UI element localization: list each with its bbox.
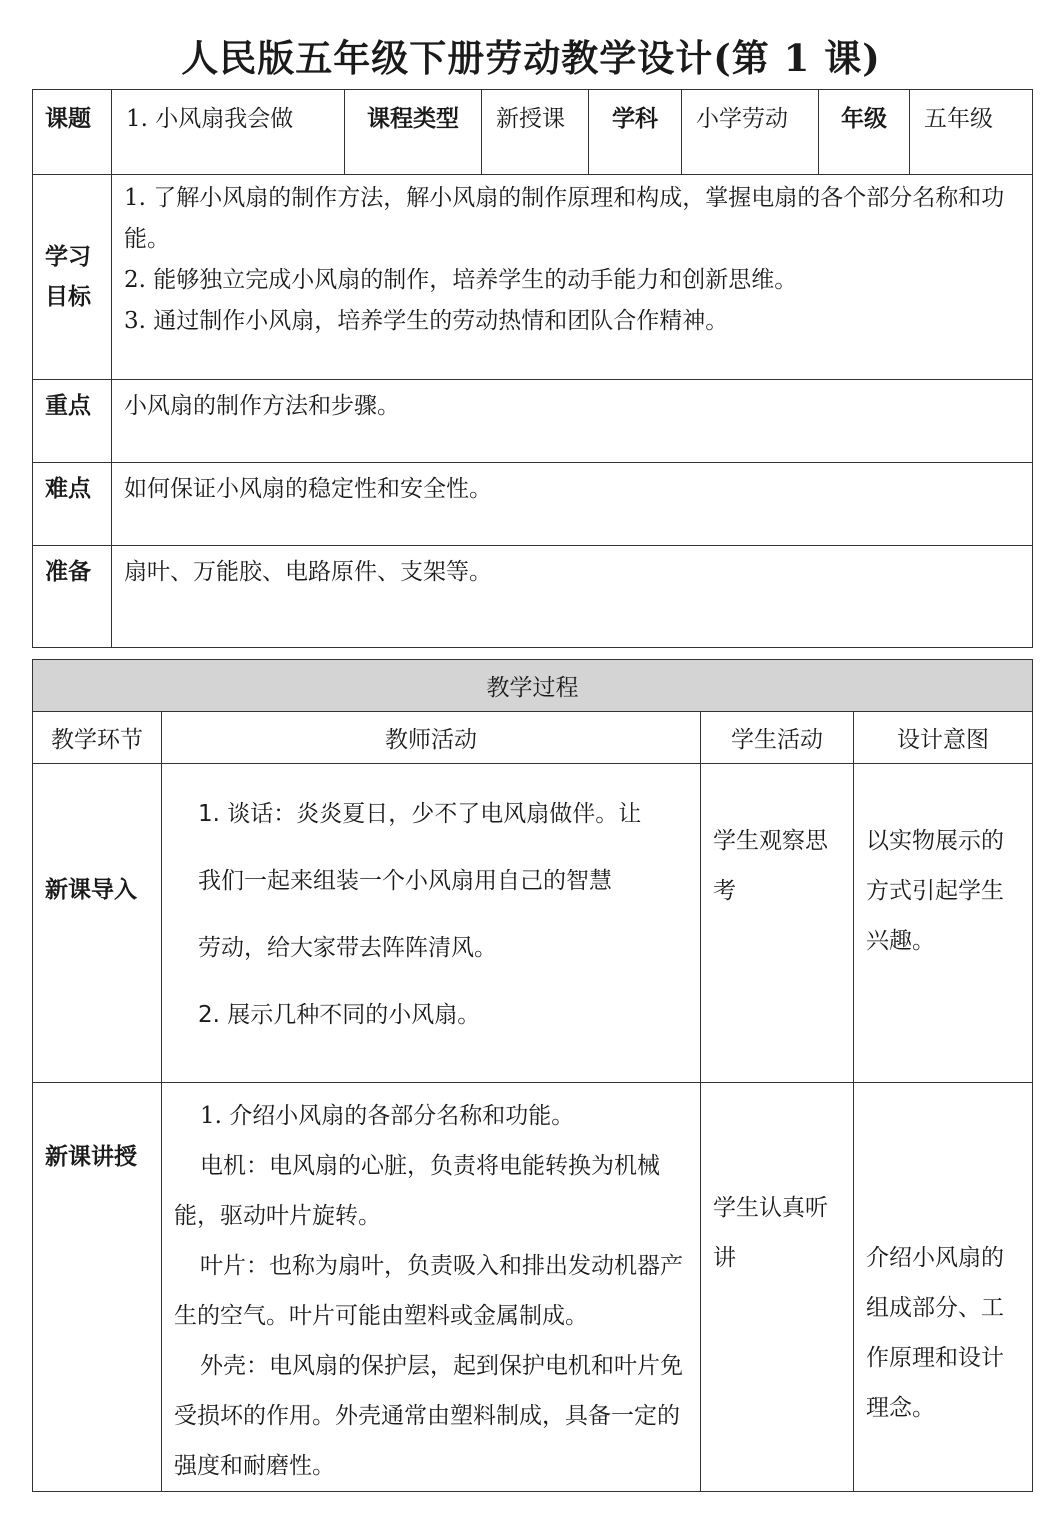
student-activity-cell [701, 1083, 854, 1492]
page-title: 人民版五年级下册劳动教学设计(第 1 课) [181, 36, 881, 80]
subject-label: 学科 [612, 105, 658, 132]
process-header: 教学过程 [33, 660, 1033, 712]
teacher-line: 电机：电风扇的心脏，负责将电能转换为机械能，驱动叶片旋转。 [174, 1153, 660, 1229]
course-type-label-cell [345, 90, 482, 175]
teacher-line: 2. 展示几种不同的小风扇。 [198, 1002, 481, 1028]
objective-item: 2. 能够独立完成小风扇的制作，培养学生的动手能力和创新思维。 [124, 267, 798, 293]
student-activity-text: 学生观察思考 [713, 828, 828, 904]
preparation-text: 扇叶、万能胶、电路原件、支架等。 [124, 559, 492, 585]
teacher-line: 叶片：也称为扇叶，负责吸入和排出发动机器产生的空气。叶片可能由塑料或金属制成。 [174, 1253, 683, 1329]
design-intent-text: 以实物展示的方式引起学生兴趣。 [866, 828, 1004, 954]
design-intent-cell [854, 764, 1033, 1083]
teacher-line: 劳动，给大家带去阵阵清风。 [198, 935, 497, 961]
teacher-line: 外壳：电风扇的保护层，起到保护电机和叶片免受损坏的作用。外壳通常由塑料制成，具备一定的强度和耐磨性。 [174, 1353, 683, 1479]
preparation-label: 准备 [45, 558, 91, 585]
column-header-student: 学生活动 [701, 712, 854, 764]
teacher-line: 我们一起来组装一个小风扇用自己的智慧 [198, 868, 612, 894]
stage-cell [33, 1083, 162, 1492]
column-header-teacher: 教师活动 [162, 712, 701, 764]
teacher-line: 1. 介绍小风扇的各部分名称和功能。 [200, 1103, 575, 1129]
subject-value: 小学劳动 [696, 106, 788, 132]
course-type-value-cell [482, 90, 589, 175]
subject-label-cell [589, 90, 682, 175]
design-intent-cell [854, 1083, 1033, 1492]
grade-label: 年级 [841, 105, 887, 132]
topic-value-cell [112, 90, 345, 175]
objectives-label-line1: 学习 [45, 243, 91, 270]
objective-item: 1. 了解小风扇的制作方法，解小风扇的制作原理和构成，掌握电扇的各个部分名称和功能。 [124, 185, 1005, 252]
design-intent-text: 介绍小风扇的组成部分、工作原理和设计理念。 [866, 1245, 1004, 1421]
column-header-stage: 教学环节 [33, 712, 162, 764]
student-activity-text: 学生认真听讲 [713, 1195, 828, 1271]
objectives-label-line2: 目标 [45, 283, 91, 310]
course-type-label: 课程类型 [367, 105, 459, 132]
topic-value: 1. 小风扇我会做 [126, 106, 294, 132]
preparation-label-cell [33, 546, 112, 648]
teacher-activity-cell [162, 764, 701, 1083]
student-activity-cell [701, 764, 854, 1083]
grade-label-cell [819, 90, 910, 175]
stage-label: 新课讲授 [45, 1143, 137, 1170]
preparation-cell [112, 546, 1033, 648]
course-type-value: 新授课 [496, 106, 565, 132]
subject-value-cell [682, 90, 819, 175]
key-point-cell [112, 380, 1033, 463]
topic-label-cell [33, 90, 112, 175]
grade-value: 五年级 [924, 106, 993, 132]
difficulty-text: 如何保证小风扇的稳定性和安全性。 [124, 476, 492, 502]
teaching-process-table [32, 659, 1033, 1492]
difficulty-label-cell [33, 463, 112, 546]
teacher-activity-cell [162, 1083, 701, 1492]
column-header-design: 设计意图 [854, 712, 1033, 764]
stage-cell [33, 764, 162, 1083]
topic-label: 课题 [45, 105, 91, 132]
table-row [33, 1083, 1033, 1492]
objective-item: 3. 通过制作小风扇，培养学生的劳动热情和团队合作精神。 [124, 308, 729, 334]
key-point-text: 小风扇的制作方法和步骤。 [124, 393, 400, 419]
key-point-label-cell [33, 380, 112, 463]
objectives-cell [112, 175, 1033, 380]
key-point-label: 重点 [45, 392, 91, 419]
lesson-info-table [32, 89, 1033, 648]
table-row [33, 764, 1033, 1083]
teacher-line: 1. 谈话：炎炎夏日，少不了电风扇做伴。让 [198, 801, 642, 827]
objectives-label-cell [33, 175, 112, 380]
difficulty-cell [112, 463, 1033, 546]
grade-value-cell [910, 90, 1033, 175]
difficulty-label: 难点 [45, 475, 91, 502]
stage-label: 新课导入 [45, 876, 137, 903]
